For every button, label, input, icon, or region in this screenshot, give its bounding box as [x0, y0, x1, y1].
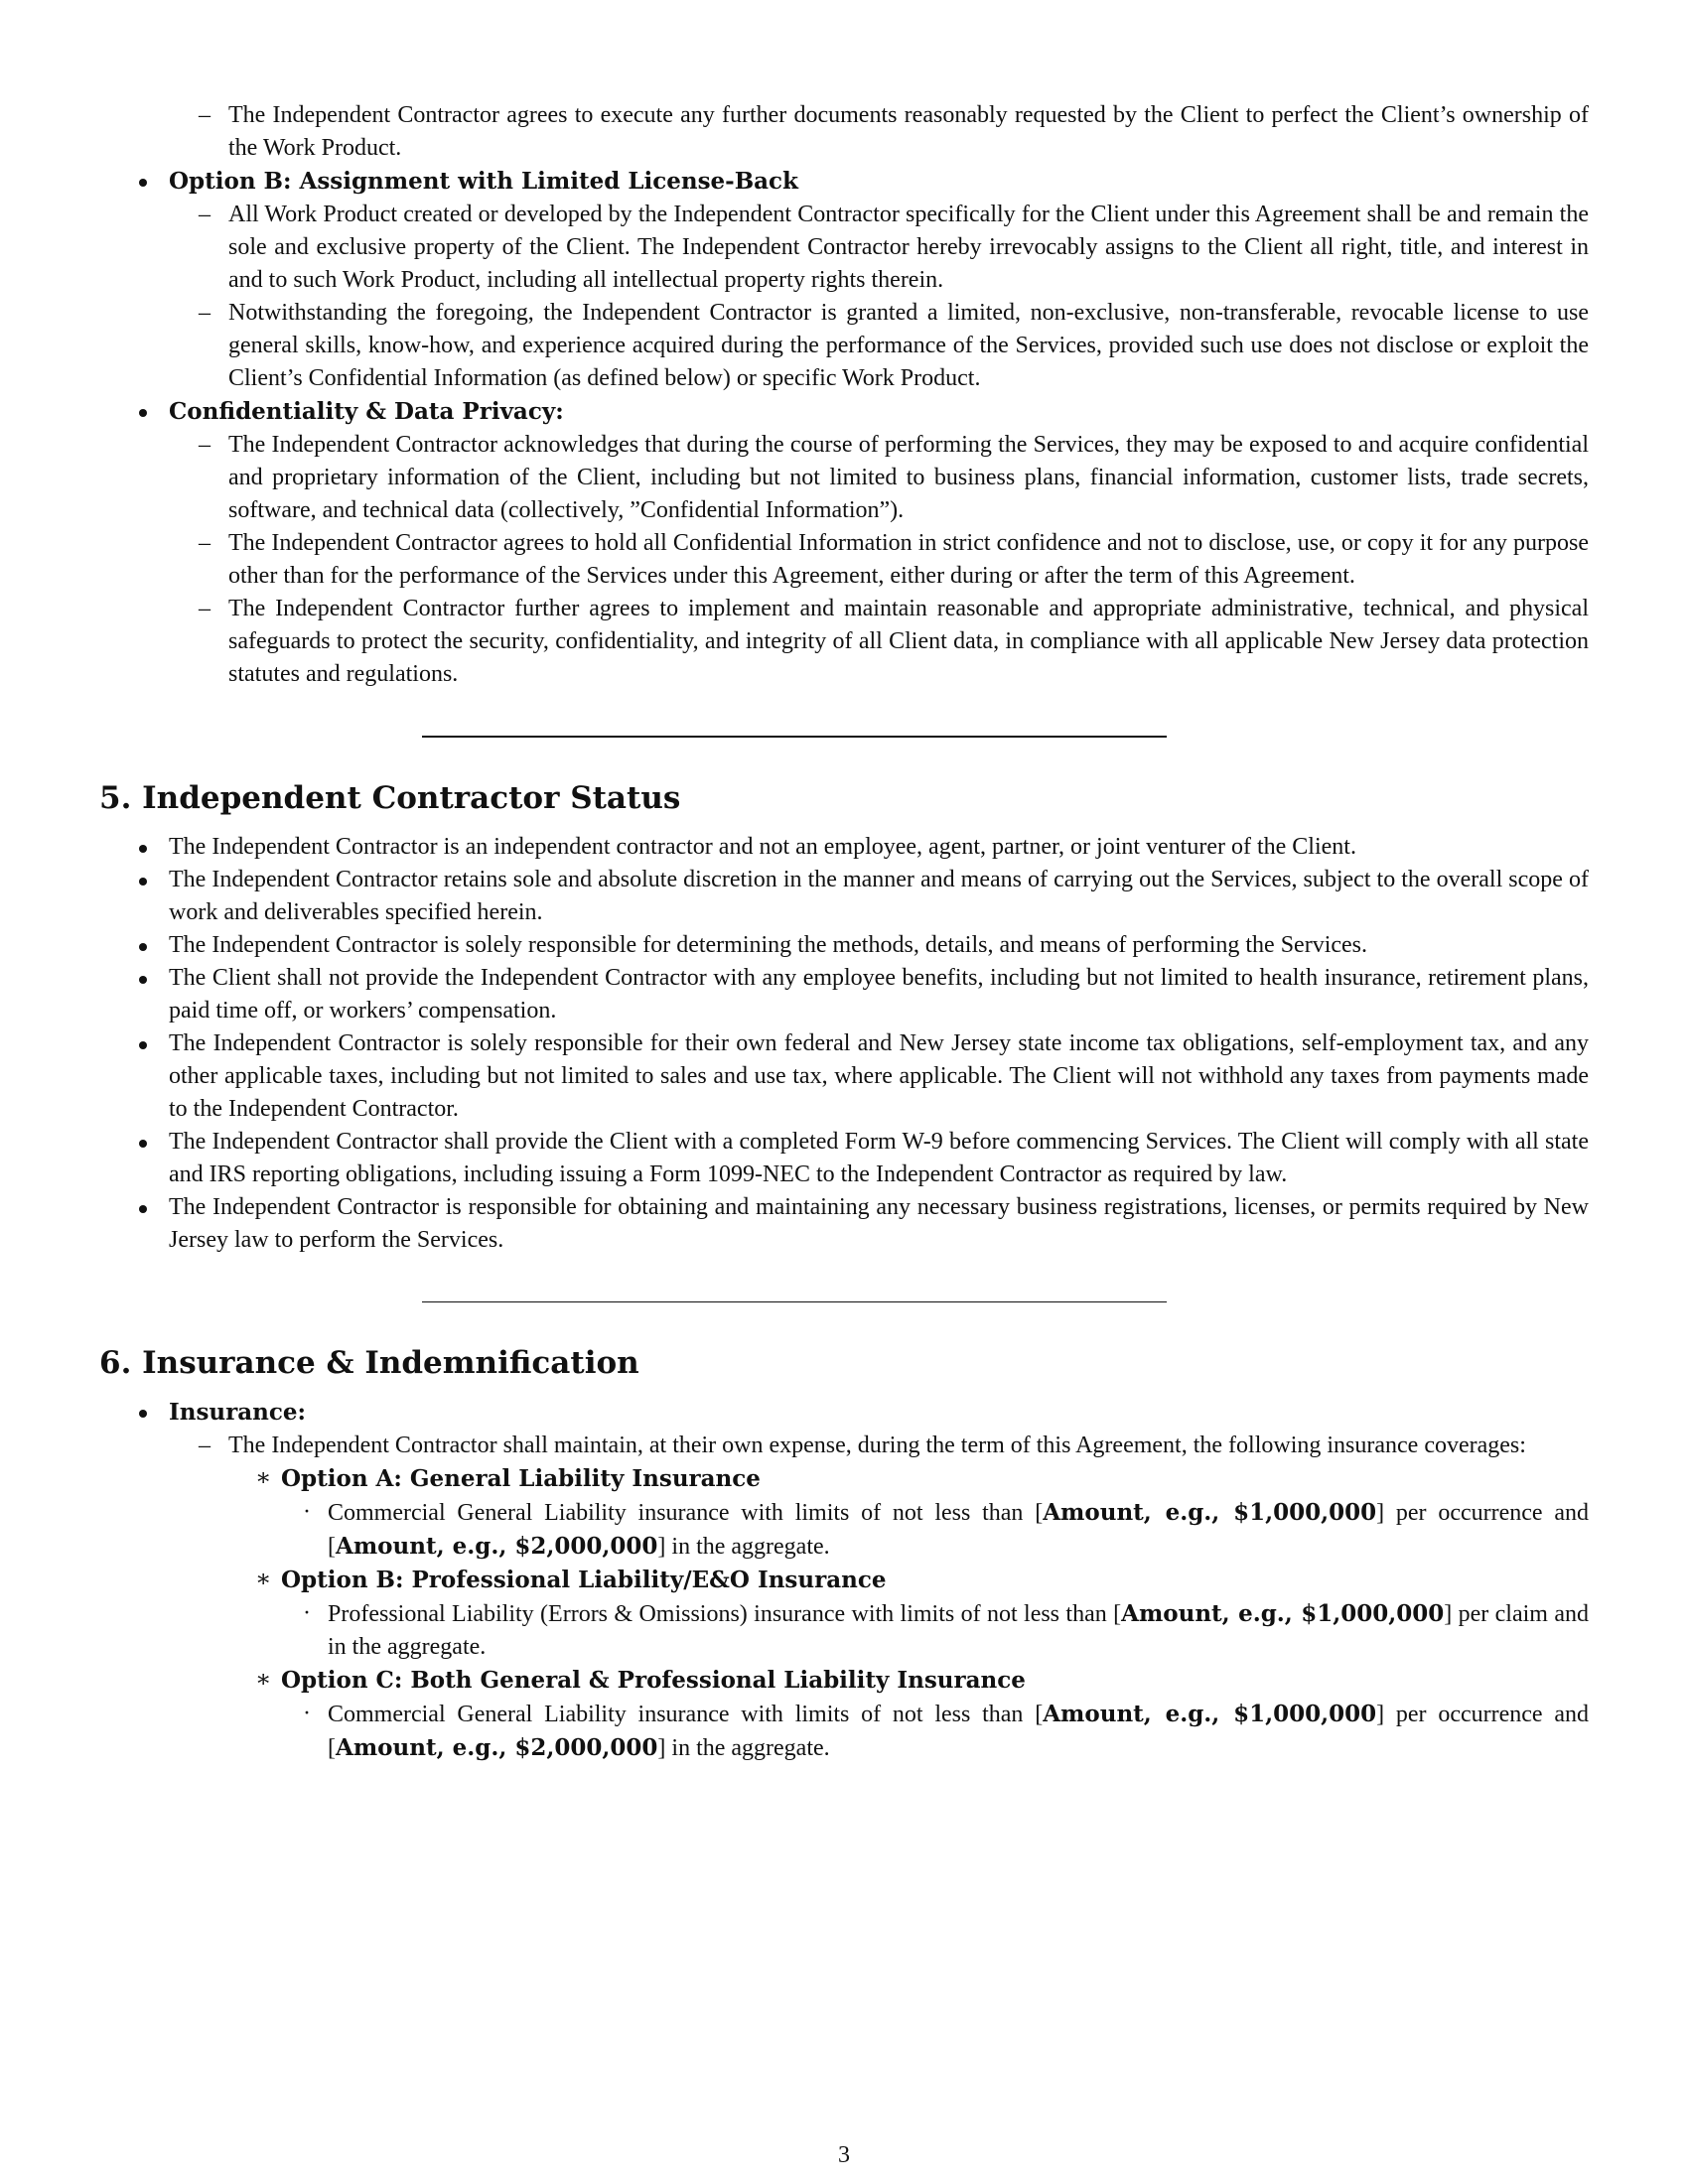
section-divider [422, 1301, 1167, 1302]
list-item-text: The Independent Contractor agrees to hold all Confidential Information in strict confidence and not to disclose, use, or copy it for any purpose other than for the performance of the Services under this Agreement, either during or after the term of this Agreement. [228, 530, 1589, 589]
insurance-option-b-label: Option B: Professional Liability/E&O Insurance [281, 1567, 887, 1593]
list-item [99, 1462, 1589, 1496]
list-item-text: The Independent Contractor shall maintain, at their own expense, during the term of this Agreement, the following insurance coverages: [228, 1433, 1526, 1458]
bullet-marker [139, 1140, 147, 1148]
option-b-list [99, 165, 1589, 395]
list-item [99, 929, 1589, 962]
list-item [99, 99, 1589, 165]
dash-marker: – [199, 300, 211, 326]
dash-marker: – [199, 202, 211, 227]
confidentiality-label: Confidentiality & Data Privacy: [169, 398, 564, 425]
star-marker: ∗ [255, 1567, 272, 1592]
bullet-marker [139, 409, 147, 417]
amount-placeholder: Amount, e.g., $2,000,000 [336, 1533, 658, 1560]
middot-marker: · [303, 1499, 311, 1525]
bullet-marker [139, 1041, 147, 1049]
text-segment: ] per occurrence and [ [328, 1500, 1589, 1560]
dash-marker: – [199, 530, 211, 556]
middot-marker: · [303, 1600, 311, 1626]
insurance-option-a-label: Option A: General Liability Insurance [281, 1465, 761, 1492]
list-item [99, 831, 1589, 864]
section-5-heading: 5. Independent Contractor Status [99, 780, 681, 816]
amount-placeholder: Amount, e.g., $2,000,000 [336, 1734, 658, 1761]
bullet-marker [139, 179, 147, 187]
bullet-marker [139, 976, 147, 984]
insurance-label: Insurance: [169, 1399, 307, 1426]
insurance-option-c-label: Option C: Both General & Professional Liability Insurance [281, 1667, 1026, 1694]
list-item-text: The Independent Contractor further agrees to implement and maintain reasonable and appropriate administrative, technical, and physical safeguards to protect the security, confidentiality, and integrity of all Client data, in compliance with all applicable New Jersey data protection statutes and regulations. [228, 596, 1589, 687]
text-segment: Commercial General Liability insurance with limits of not less than [ [328, 1702, 1044, 1727]
list-item-text [328, 1702, 1589, 1761]
dash-marker: – [199, 102, 211, 128]
list-item [99, 1597, 1589, 1664]
list-item [99, 1496, 1589, 1564]
amount-placeholder: Amount, e.g., $1,000,000 [1043, 1701, 1377, 1727]
text-segment: ] per occurrence and [ [328, 1702, 1589, 1761]
list-item-text: The Independent Contractor is solely responsible for their own federal and New Jersey state income tax obligations, self-employment tax, and any other applicable taxes, including but not limited to sales and use tax, where applicable. The Client will not withhold any taxes from payments made to the Independent Contractor. [169, 1030, 1589, 1122]
confidentiality-list [99, 395, 1589, 691]
list-item-text [328, 1601, 1589, 1660]
star-marker: ∗ [255, 1667, 272, 1693]
text-segment: Professional Liability (Errors & Omissions) insurance with limits of not less than [ [328, 1601, 1122, 1627]
list-item-text: The Independent Contractor retains sole and absolute discretion in the manner and means of carrying out the Services, subject to the overall scope of work and deliverables specified herein. [169, 867, 1589, 925]
list-item [99, 297, 1589, 395]
option-b-label: Option B: Assignment with Limited License-Back [169, 168, 798, 195]
bullet-marker [139, 878, 147, 886]
text-segment: ] in the aggregate. [657, 1735, 830, 1761]
document-page [99, 99, 1589, 1765]
section-6-heading: 6. Insurance & Indemnification [99, 1345, 639, 1381]
section-5-list [99, 831, 1589, 1257]
list-item-text: The Client shall not provide the Independent Contractor with any employee benefits, including but not limited to health insurance, retirement plans, paid time off, or workers’ compensation. [169, 965, 1589, 1024]
list-item-text: The Independent Contractor agrees to execute any further documents reasonably requested by the Client to perfect the Client’s ownership of the Work Product. [228, 102, 1589, 161]
list-item [99, 199, 1589, 297]
list-item [99, 962, 1589, 1027]
list-item-text: Notwithstanding the foregoing, the Independent Contractor is granted a limited, non-exclusive, non-transferable, revocable license to use general skills, know-how, and experience acquired during the performance of the Services, provided such use does not disclose or exploit the Client’s Confidential Information (as defined below) or specific Work Product. [228, 300, 1589, 391]
star-marker: ∗ [255, 1465, 272, 1491]
list-item [99, 1191, 1589, 1257]
bullet-marker [139, 1205, 147, 1213]
bullet-marker [139, 1410, 147, 1418]
list-item-text: The Independent Contractor is an independent contractor and not an employee, agent, partner, or joint venturer of the Client. [169, 834, 1356, 860]
section-divider [422, 736, 1167, 738]
page-number: 3 [838, 2142, 850, 2168]
list-item [99, 527, 1589, 593]
list-item [99, 1698, 1589, 1765]
middot-marker: · [303, 1701, 311, 1726]
list-item-text: The Independent Contractor acknowledges that during the course of performing the Services, they may be exposed to and acquire confidential and proprietary information of the Client, including but not limited to business plans, financial information, customer lists, trade secrets, software, and technical data (collectively, ”Confidential Information”). [228, 432, 1589, 523]
list-item [99, 1126, 1589, 1191]
text-segment: ] per claim and in the aggregate. [328, 1601, 1589, 1660]
list-item [99, 1027, 1589, 1126]
dash-marker: – [199, 432, 211, 458]
list-item [99, 395, 1589, 429]
list-item-text: The Independent Contractor shall provide the Client with a completed Form W-9 before commencing Services. The Client will comply with all state and IRS reporting obligations, including issuing a Form 1099-NEC to the Independent Contractor as required by law. [169, 1129, 1589, 1187]
bullet-marker [139, 845, 147, 853]
list-item-text [328, 1500, 1589, 1560]
text-segment: Commercial General Liability insurance with limits of not less than [ [328, 1500, 1044, 1526]
list-item [99, 1396, 1589, 1430]
section-6-list [99, 1396, 1589, 1765]
amount-placeholder: Amount, e.g., $1,000,000 [1043, 1499, 1377, 1526]
list-item [99, 593, 1589, 691]
list-item-text: The Independent Contractor is solely responsible for determining the methods, details, and means of performing the Services. [169, 932, 1368, 958]
option-a-continuation-list [99, 99, 1589, 165]
list-item [99, 1430, 1589, 1462]
list-item [99, 1664, 1589, 1698]
list-item-text: All Work Product created or developed by the Independent Contractor specifically for the Client under this Agreement shall be and remain the sole and exclusive property of the Client. The Independent Contractor hereby irrevocably assigns to the Client all right, title, and interest in and to such Work Product, including all intellectual property rights therein. [228, 202, 1589, 293]
list-item [99, 1564, 1589, 1597]
dash-marker: – [199, 596, 211, 621]
list-item [99, 165, 1589, 199]
dash-marker: – [199, 1433, 211, 1458]
list-item [99, 864, 1589, 929]
amount-placeholder: Amount, e.g., $1,000,000 [1121, 1600, 1445, 1627]
list-item [99, 429, 1589, 527]
text-segment: ] in the aggregate. [657, 1534, 830, 1560]
bullet-marker [139, 943, 147, 951]
list-item-text: The Independent Contractor is responsible for obtaining and maintaining any necessary business registrations, licenses, or permits required by New Jersey law to perform the Services. [169, 1194, 1589, 1253]
